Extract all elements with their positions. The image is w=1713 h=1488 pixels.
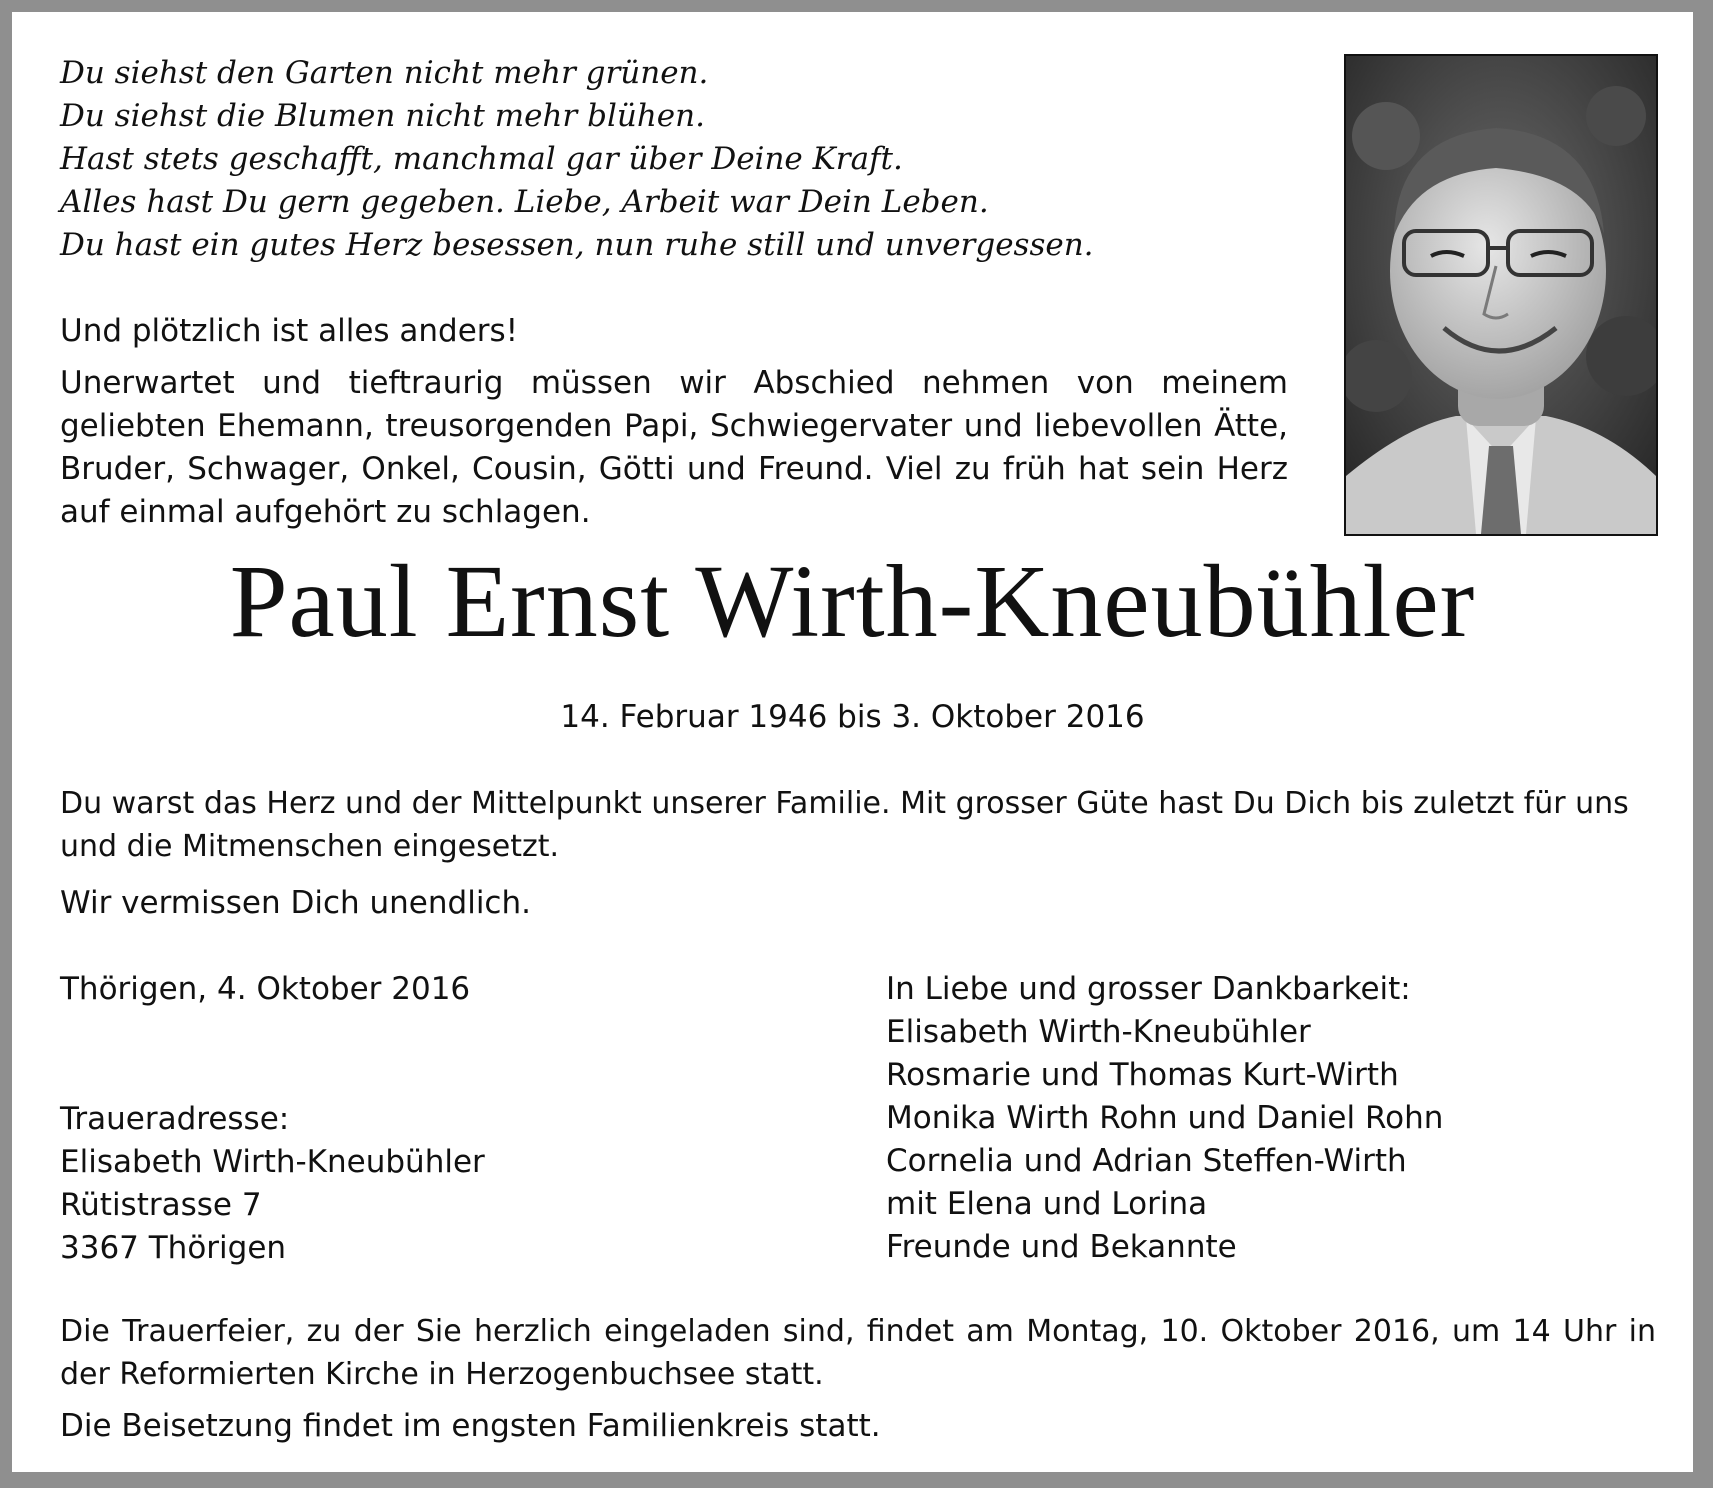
address-label: Traueradresse: bbox=[60, 1101, 290, 1137]
portrait-image bbox=[1346, 56, 1656, 534]
mourner-name: Monika Wirth Rohn und Daniel Rohn bbox=[886, 1100, 1444, 1136]
poem-line: Alles hast Du gern gegeben. Liebe, Arbeit war Dein Leben. bbox=[60, 184, 989, 220]
mourners-heading: In Liebe und grosser Dankbarkeit: bbox=[886, 971, 1411, 1007]
portrait-photo bbox=[1344, 54, 1658, 536]
mourner-name: Elisabeth Wirth-Kneubühler bbox=[886, 1014, 1311, 1050]
announcement-text: Unerwartet und tieftraurig müssen wir Abschied nehmen von meinem geliebten Ehemann, treusorgenden Papi, Schwiegervater und liebevollen Ätte, Bruder, Schwager, Onkel, Cousin, Götti und Freund. Viel zu früh hat sein Herz auf einmal aufgehört zu schlagen. bbox=[60, 365, 1288, 530]
intro-line: Und plötzlich ist alles anders! bbox=[60, 313, 519, 349]
poem-line: Hast stets geschafft, manchmal gar über Deine Kraft. bbox=[60, 141, 903, 177]
mourner-name: Rosmarie und Thomas Kurt-Wirth bbox=[886, 1057, 1399, 1093]
poem bbox=[60, 52, 1260, 267]
mourner-name: mit Elena und Lorina bbox=[886, 1186, 1208, 1222]
burial-info: Die Beisetzung findet im engsten Familienkreis statt. bbox=[60, 1408, 881, 1444]
poem-line: Du hast ein gutes Herz besessen, nun ruhe still und unvergessen. bbox=[60, 227, 1094, 263]
address-line: Elisabeth Wirth-Kneubühler bbox=[60, 1144, 485, 1180]
mourning-address bbox=[60, 1098, 485, 1270]
mourners-list bbox=[886, 968, 1443, 1269]
deceased-name: Paul Ernst Wirth-Kneubühler bbox=[229, 544, 1476, 659]
missing-line: Wir vermissen Dich unendlich. bbox=[60, 885, 531, 921]
funeral-info: Die Trauerfeier, zu der Sie herzlich eingeladen sind, findet am Montag, 10. Oktober 2016, um 14 Uhr in der Reformierten Kirche in Herzogenbuchsee statt. bbox=[60, 1314, 1656, 1392]
mourner-name: Freunde und Bekannte bbox=[886, 1229, 1237, 1265]
poem-line: Du siehst den Garten nicht mehr grünen. bbox=[60, 55, 709, 91]
tribute-text: Du warst das Herz und der Mittelpunkt unserer Familie. Mit grosser Güte hast Du Dich bis zuletzt für uns und die Mitmenschen eingesetzt. bbox=[60, 786, 1629, 864]
address-line: Rütistrasse 7 bbox=[60, 1187, 262, 1223]
place-and-date: Thörigen, 4. Oktober 2016 bbox=[60, 971, 471, 1007]
address-line: 3367 Thörigen bbox=[60, 1230, 287, 1266]
obituary-notice bbox=[12, 12, 1693, 1472]
poem-line: Du siehst die Blumen nicht mehr blühen. bbox=[60, 98, 705, 134]
life-dates: 14. Februar 1946 bis 3. Oktober 2016 bbox=[560, 699, 1145, 735]
mourner-name: Cornelia und Adrian Steffen-Wirth bbox=[886, 1143, 1407, 1179]
